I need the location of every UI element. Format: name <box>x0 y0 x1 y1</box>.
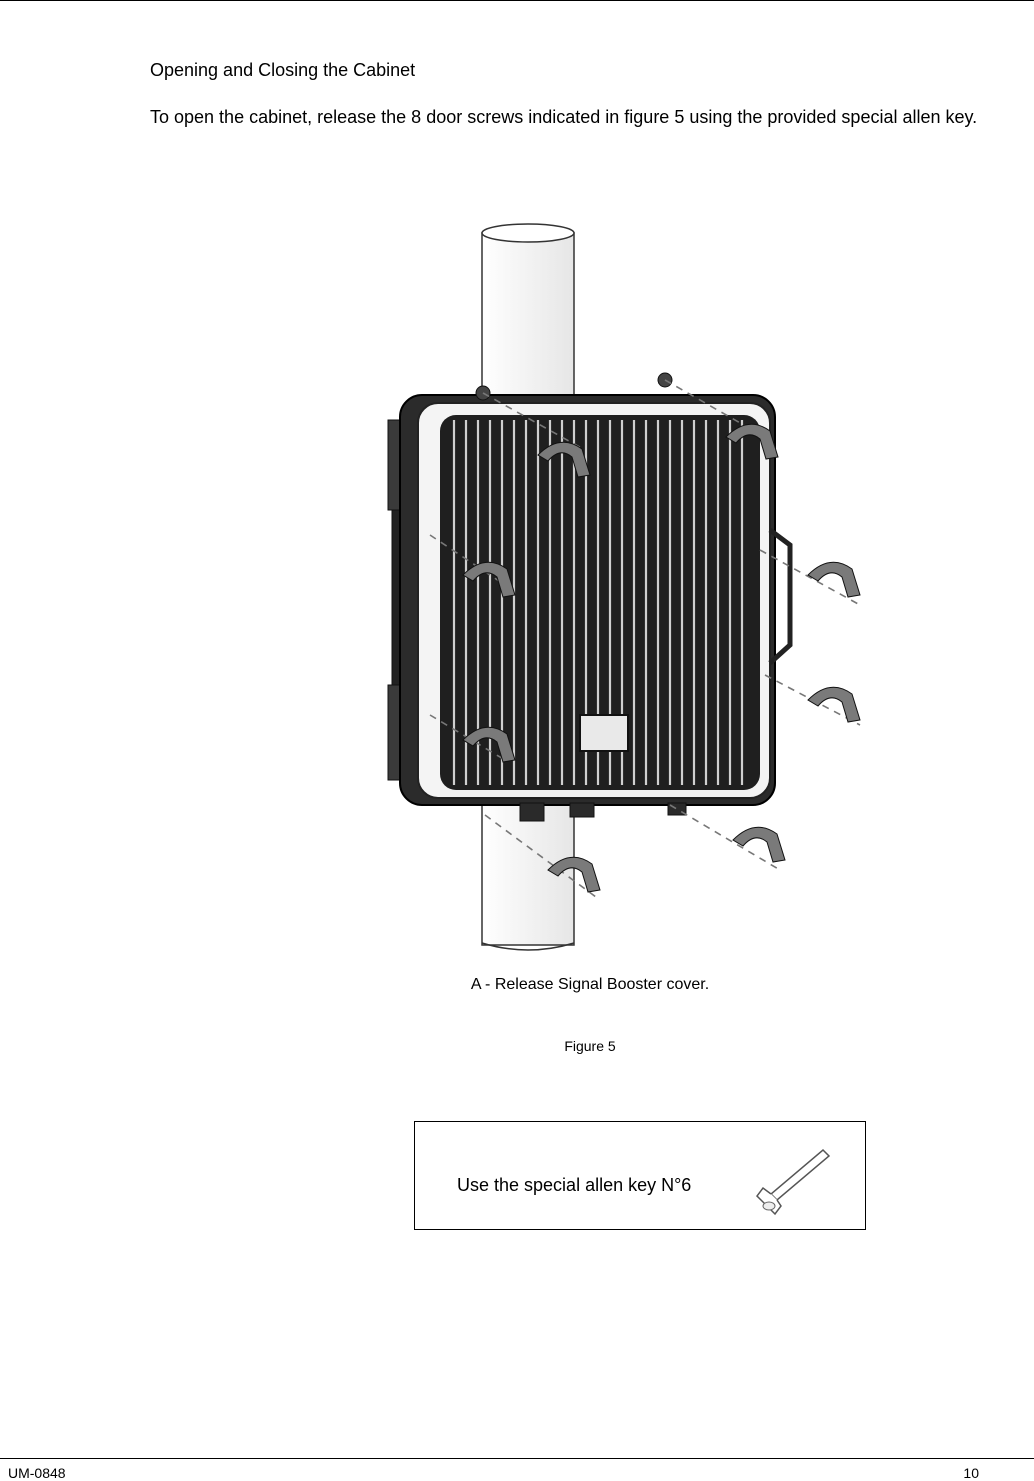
figure-caption: A - Release Signal Booster cover. <box>470 976 710 993</box>
section-paragraph: To open the cabinet, release the 8 door screws indicated in figure 5 using the provided special allen key. <box>150 107 978 127</box>
note-text: Use the special allen key N°6 <box>457 1175 692 1195</box>
allen-key-icon <box>753 1144 833 1220</box>
footer-page-number: 10 <box>963 1465 979 1481</box>
bottom-rule <box>0 1458 1034 1459</box>
cabinet-body <box>400 395 775 805</box>
top-rule <box>0 0 1034 1</box>
section-heading: Opening and Closing the Cabinet <box>150 60 416 80</box>
footer-doc-id: UM-0848 <box>8 1465 66 1481</box>
figure-label: Figure 5 <box>564 1038 616 1054</box>
allen-key-note <box>414 1121 866 1230</box>
cabinet-illustration <box>370 215 890 960</box>
